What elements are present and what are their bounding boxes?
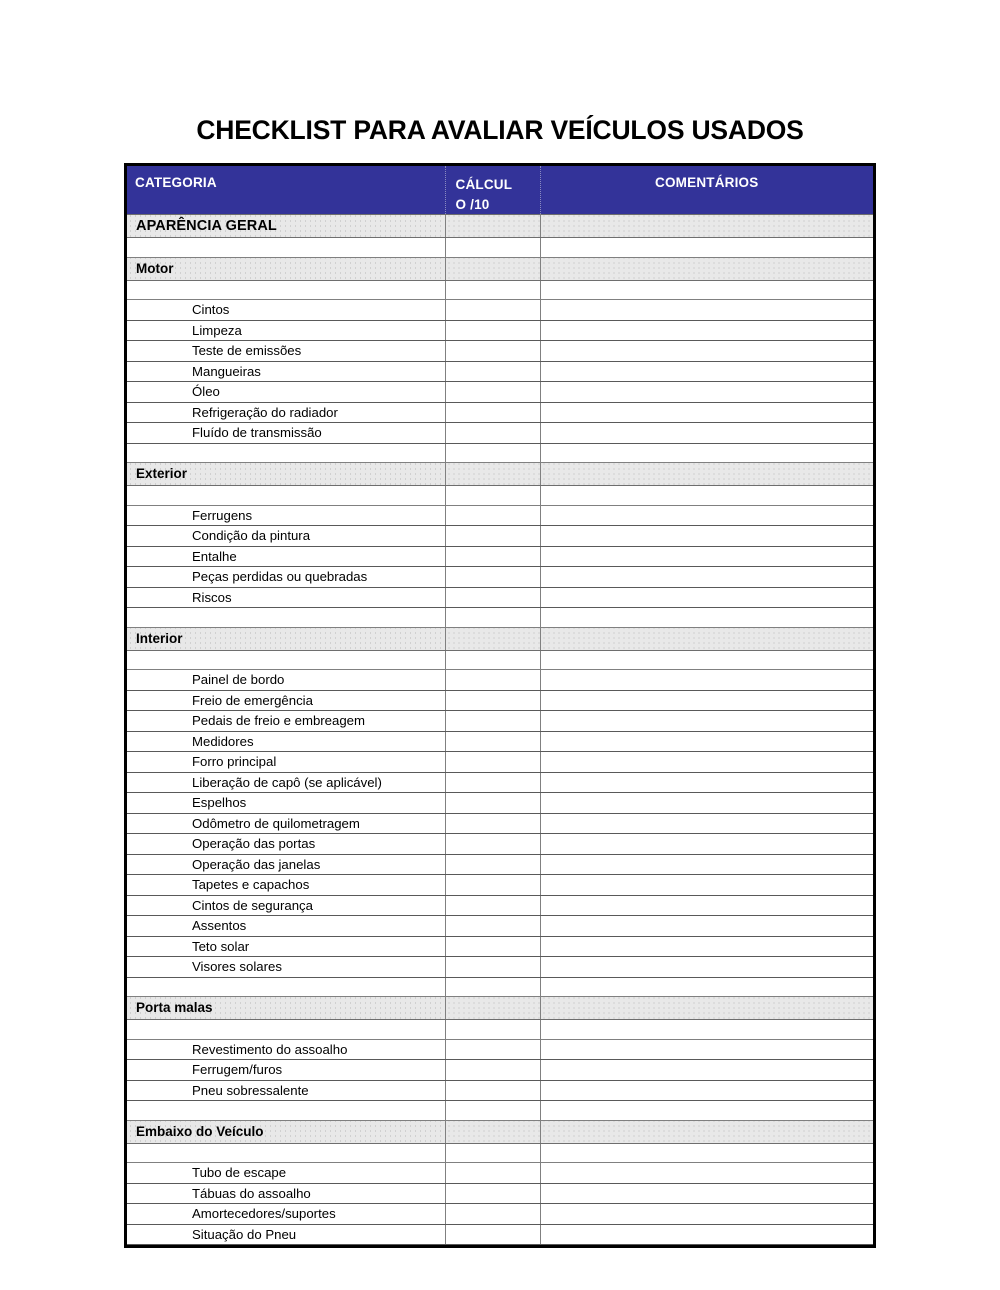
spacer-row [127,1101,873,1121]
spacer-row [127,1143,873,1163]
score-cell [445,486,540,506]
score-cell[interactable] [445,936,540,957]
score-cell [445,238,540,258]
score-cell[interactable] [445,341,540,362]
checklist-item-row[interactable] [127,936,873,957]
item-label: Liberação de capô (se aplicável) [127,772,445,793]
comment-cell[interactable] [540,505,873,526]
score-cell[interactable] [445,793,540,814]
item-label: Teto solar [127,936,445,957]
checklist-item-row[interactable] [127,546,873,567]
score-cell[interactable] [445,361,540,382]
section-header-row[interactable] [127,1120,873,1143]
score-cell [445,997,540,1020]
column-header-calculo-line1: CÁLCUL [455,177,513,192]
score-cell[interactable] [445,320,540,341]
table-header [127,166,873,215]
comment-cell[interactable] [540,1060,873,1081]
comment-cell[interactable] [540,1039,873,1060]
item-label: Limpeza [127,320,445,341]
score-cell[interactable] [445,772,540,793]
item-label: Ferrugem/furos [127,1060,445,1081]
item-label: Ferrugens [127,505,445,526]
checklist-item-row[interactable] [127,320,873,341]
spacer-row [127,650,873,670]
comment-cell [540,977,873,997]
item-label: Entalhe [127,546,445,567]
comment-cell[interactable] [540,1080,873,1101]
checklist-item-row[interactable] [127,402,873,423]
checklist-item-row[interactable] [127,300,873,321]
comment-cell[interactable] [540,834,873,855]
comment-cell[interactable] [540,731,873,752]
score-cell[interactable] [445,1060,540,1081]
score-cell [445,443,540,463]
item-label: Medidores [127,731,445,752]
score-cell[interactable] [445,711,540,732]
item-label: Pneu sobressalente [127,1080,445,1101]
item-label: Condição da pintura [127,526,445,547]
comment-cell [540,608,873,628]
item-label: Mangueiras [127,361,445,382]
comment-cell [540,1101,873,1121]
score-cell[interactable] [445,916,540,937]
item-label: Tapetes e capachos [127,875,445,896]
comment-cell [540,1020,873,1040]
score-cell [445,627,540,650]
checklist-item-row[interactable] [127,916,873,937]
section-header-row[interactable] [127,463,873,486]
column-header-categoria: CATEGORIA [127,166,445,215]
checklist-item-row[interactable] [127,567,873,588]
score-cell [445,1020,540,1040]
score-cell[interactable] [445,567,540,588]
checklist-item-row[interactable] [127,895,873,916]
score-cell [445,608,540,628]
comment-cell [540,997,873,1020]
checklist-item-row[interactable] [127,813,873,834]
score-cell [445,1101,540,1121]
item-label: Operação das janelas [127,854,445,875]
checklist-item-row[interactable] [127,834,873,855]
page-title: CHECKLIST PARA AVALIAR VEÍCULOS USADOS [196,115,804,145]
score-cell[interactable] [445,587,540,608]
comment-cell[interactable] [540,1183,873,1204]
score-cell[interactable] [445,300,540,321]
item-label: Operação das portas [127,834,445,855]
score-cell[interactable] [445,957,540,978]
checklist-item-row[interactable] [127,361,873,382]
spacer-cell [127,1143,445,1163]
score-cell [445,1120,540,1143]
comment-cell [540,280,873,300]
comment-cell [540,650,873,670]
comment-cell[interactable] [540,936,873,957]
score-cell[interactable] [445,1204,540,1225]
checklist-item-row[interactable] [127,587,873,608]
checklist-item-row[interactable] [127,1060,873,1081]
checklist-item-row[interactable] [127,957,873,978]
checklist-item-row[interactable] [127,793,873,814]
item-label: Revestimento do assoalho [127,1039,445,1060]
score-cell[interactable] [445,1224,540,1245]
checklist-table-container [124,163,876,1248]
comment-cell [540,1120,873,1143]
comment-cell[interactable] [540,341,873,362]
checklist-item-row[interactable] [127,526,873,547]
comment-cell[interactable] [540,670,873,691]
item-label: Pedais de freio e embreagem [127,711,445,732]
item-label: Situação do Pneu [127,1224,445,1245]
section-label: Exterior [127,463,445,486]
spacer-row [127,1020,873,1040]
checklist-item-row[interactable] [127,423,873,444]
comment-cell [540,486,873,506]
score-cell[interactable] [445,1163,540,1184]
table-body [127,215,873,1245]
score-cell[interactable] [445,690,540,711]
item-label: Amortecedores/suportes [127,1204,445,1225]
comment-cell[interactable] [540,752,873,773]
column-header-comentarios: COMENTÁRIOS [540,166,873,215]
checklist-item-row[interactable] [127,875,873,896]
comment-cell[interactable] [540,875,873,896]
comment-cell[interactable] [540,916,873,937]
spacer-row [127,443,873,463]
item-label: Freio de emergência [127,690,445,711]
checklist-item-row[interactable] [127,854,873,875]
comment-cell [540,238,873,258]
section-header-row[interactable] [127,257,873,280]
section-label: Embaixo do Veículo [127,1120,445,1143]
spacer-cell [127,238,445,258]
section-header-row[interactable] [127,627,873,650]
section-label: Interior [127,627,445,650]
comment-cell[interactable] [540,793,873,814]
spacer-cell [127,1101,445,1121]
item-label: Painel de bordo [127,670,445,691]
score-cell[interactable] [445,670,540,691]
comment-cell[interactable] [540,1204,873,1225]
item-label: Espelhos [127,793,445,814]
section-label: Porta malas [127,997,445,1020]
score-cell [445,280,540,300]
score-cell[interactable] [445,834,540,855]
comment-cell[interactable] [540,526,873,547]
checklist-item-row[interactable] [127,752,873,773]
spacer-cell [127,486,445,506]
checklist-item-row[interactable] [127,505,873,526]
spacer-cell [127,650,445,670]
item-label: Assentos [127,916,445,937]
comment-cell[interactable] [540,402,873,423]
spacer-cell [127,977,445,997]
comment-cell [540,1143,873,1163]
comment-cell[interactable] [540,567,873,588]
comment-cell[interactable] [540,854,873,875]
section-header-row[interactable] [127,997,873,1020]
checklist-item-row[interactable] [127,1039,873,1060]
checklist-item-row[interactable] [127,1183,873,1204]
comment-cell[interactable] [540,772,873,793]
comment-cell [540,463,873,486]
spacer-row [127,486,873,506]
item-label: Óleo [127,382,445,403]
comment-cell[interactable] [540,1224,873,1245]
checklist-item-row[interactable] [127,731,873,752]
checklist-item-row[interactable] [127,711,873,732]
spacer-cell [127,443,445,463]
item-label: Refrigeração do radiador [127,402,445,423]
item-label: Forro principal [127,752,445,773]
score-cell[interactable] [445,382,540,403]
comment-cell [540,443,873,463]
score-cell [445,463,540,486]
item-label: Tábuas do assoalho [127,1183,445,1204]
checklist-item-row[interactable] [127,341,873,362]
score-cell[interactable] [445,813,540,834]
column-header-calculo [445,166,540,215]
item-label: Riscos [127,587,445,608]
comment-cell[interactable] [540,711,873,732]
item-label: Teste de emissões [127,341,445,362]
score-cell[interactable] [445,854,540,875]
score-cell[interactable] [445,1039,540,1060]
comment-cell[interactable] [540,813,873,834]
table-header-row [127,166,873,215]
spacer-row [127,977,873,997]
score-cell[interactable] [445,505,540,526]
comment-cell [540,257,873,280]
comment-cell[interactable] [540,895,873,916]
comment-cell[interactable] [540,320,873,341]
score-cell [445,215,540,238]
score-cell[interactable] [445,1183,540,1204]
spacer-row [127,280,873,300]
score-cell[interactable] [445,423,540,444]
checklist-item-row[interactable] [127,1080,873,1101]
spacer-cell [127,1020,445,1040]
checklist-table [127,166,873,1245]
checklist-item-row[interactable] [127,1163,873,1184]
score-cell[interactable] [445,752,540,773]
item-label: Cintos de segurança [127,895,445,916]
comment-cell[interactable] [540,587,873,608]
item-label: Visores solares [127,957,445,978]
score-cell[interactable] [445,546,540,567]
score-cell [445,977,540,997]
section-header-row[interactable] [127,215,873,238]
section-label: Motor [127,257,445,280]
checklist-item-row[interactable] [127,382,873,403]
section-label: APARÊNCIA GERAL [127,215,445,238]
score-cell [445,1143,540,1163]
comment-cell[interactable] [540,957,873,978]
score-cell [445,257,540,280]
comment-cell[interactable] [540,1163,873,1184]
checklist-item-row[interactable] [127,1204,873,1225]
spacer-row [127,608,873,628]
comment-cell[interactable] [540,361,873,382]
spacer-cell [127,608,445,628]
score-cell[interactable] [445,402,540,423]
comment-cell [540,627,873,650]
spacer-cell [127,280,445,300]
spacer-row [127,238,873,258]
checklist-item-row[interactable] [127,1224,873,1245]
score-cell[interactable] [445,731,540,752]
comment-cell[interactable] [540,423,873,444]
checklist-item-row[interactable] [127,690,873,711]
comment-cell[interactable] [540,300,873,321]
item-label: Cintos [127,300,445,321]
comment-cell[interactable] [540,546,873,567]
item-label: Tubo de escape [127,1163,445,1184]
score-cell[interactable] [445,526,540,547]
checklist-item-row[interactable] [127,772,873,793]
score-cell[interactable] [445,895,540,916]
comment-cell[interactable] [540,690,873,711]
checklist-item-row[interactable] [127,670,873,691]
column-header-calculo-line2: O /10 [455,196,490,212]
score-cell[interactable] [445,875,540,896]
score-cell[interactable] [445,1080,540,1101]
item-label: Peças perdidas ou quebradas [127,567,445,588]
item-label: Fluído de transmissão [127,423,445,444]
score-cell [445,650,540,670]
comment-cell[interactable] [540,382,873,403]
comment-cell [540,215,873,238]
item-label: Odômetro de quilometragem [127,813,445,834]
